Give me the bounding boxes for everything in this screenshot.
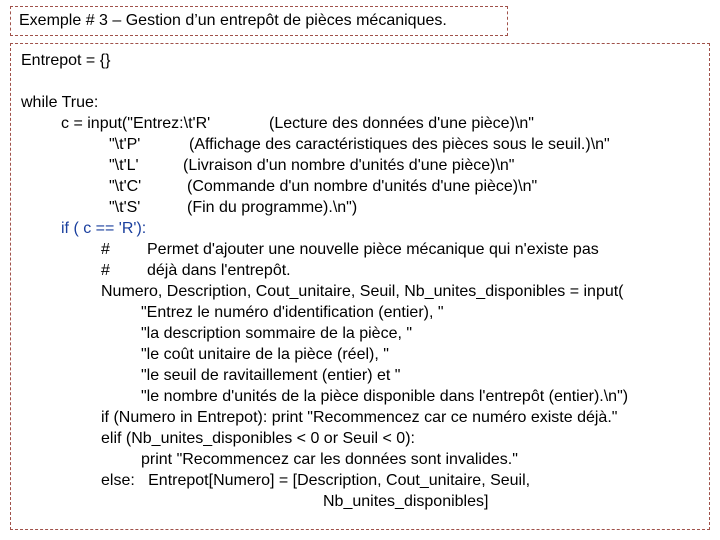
code-line-if: if ( c == 'R'): bbox=[61, 220, 147, 237]
code-comment: (Livraison d'un nombre d'unités d'une pièce)\n" bbox=[183, 157, 515, 174]
code-line: "\t'P' bbox=[109, 136, 141, 153]
code-line: "le nombre d'unités de la pièce disponible dans l'entrepôt (entier).\n") bbox=[141, 388, 629, 405]
code-line: Numero, Description, Cout_unitaire, Seuil, Nb_unites_disponibles = input( bbox=[101, 283, 624, 300]
code-comment: (Commande d'un nombre d'unités d'une pièce)\n" bbox=[187, 178, 538, 195]
code-line: "la description sommaire de la pièce, " bbox=[141, 325, 413, 342]
code-line: Nb_unites_disponibles] bbox=[323, 493, 489, 510]
comment-hash: # bbox=[101, 262, 110, 279]
code-line: "Entrez le numéro d'identification (entier), " bbox=[141, 304, 444, 321]
code-line: print "Recommencez car les données sont invalides." bbox=[141, 451, 518, 468]
code-comment: déjà dans l'entrepôt. bbox=[147, 262, 291, 279]
code-block bbox=[10, 43, 710, 530]
code-line: elif (Nb_unites_disponibles < 0 or Seuil < 0): bbox=[101, 430, 415, 447]
code-line: c = input("Entrez:\t'R' bbox=[61, 115, 211, 132]
code-comment: (Fin du programme).\n") bbox=[187, 199, 358, 216]
code-line: "le coût unitaire de la pièce (réel), " bbox=[141, 346, 389, 363]
code-line: while True: bbox=[21, 94, 99, 111]
title-text: Exemple # 3 – Gestion d’un entrepôt de pièces mécaniques. bbox=[19, 12, 447, 29]
slide-title bbox=[10, 6, 508, 36]
code-line: "\t'L' bbox=[109, 157, 139, 174]
code-comment: (Affichage des caractéristiques des pièces sous le seuil.)\n" bbox=[189, 136, 610, 153]
code-line: "\t'C' bbox=[109, 178, 142, 195]
comment-hash: # bbox=[101, 241, 110, 258]
code-line: "\t'S' bbox=[109, 199, 141, 216]
code-comment: (Lecture des données d'une pièce)\n" bbox=[269, 115, 534, 132]
code-comment: Permet d'ajouter une nouvelle pièce mécanique qui n'existe pas bbox=[147, 241, 599, 258]
code-line: else: Entrepot[Numero] = [Description, Cout_unitaire, Seuil, bbox=[101, 472, 531, 489]
code-line: if (Numero in Entrepot): print "Recommencez car ce numéro existe déjà." bbox=[101, 409, 618, 426]
code-line: "le seuil de ravitaillement (entier) et " bbox=[141, 367, 401, 384]
code-line: Entrepot = {} bbox=[21, 52, 111, 69]
